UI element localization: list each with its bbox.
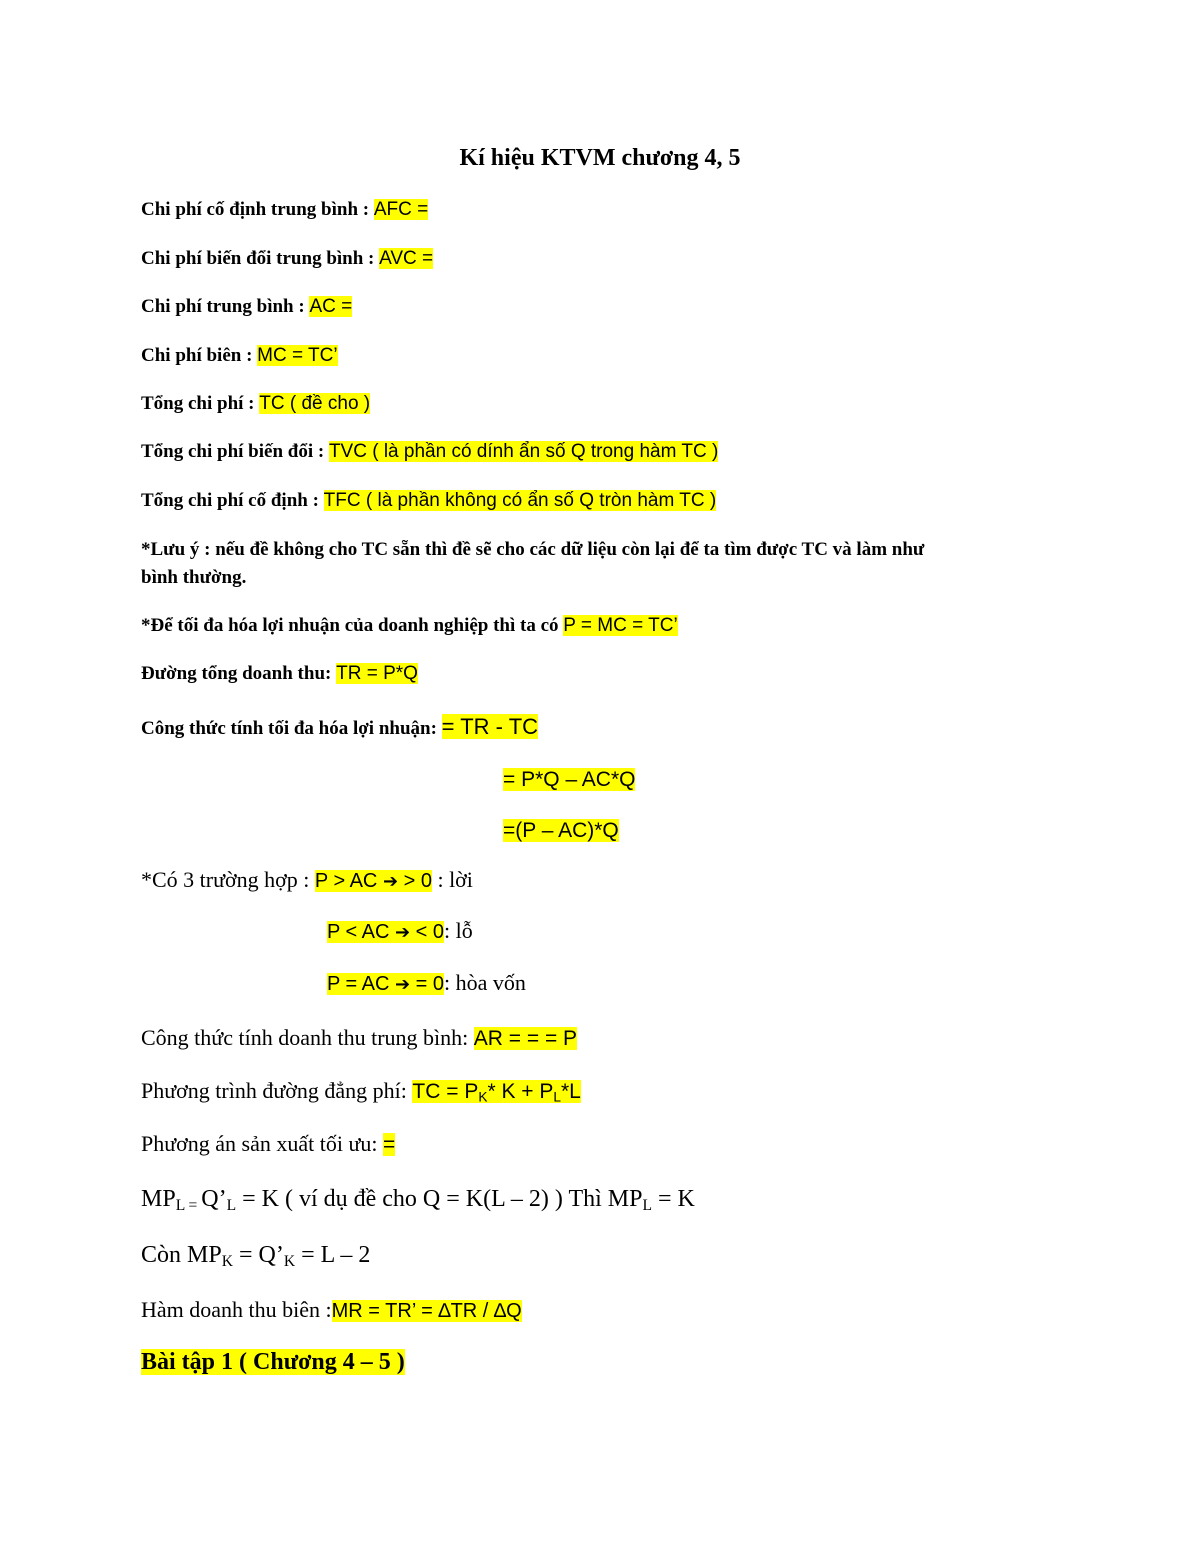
def-afc	[141, 199, 428, 221]
mr-formula: MR = TR’ = ∆TR / ∆Q	[331, 1300, 522, 1322]
mpl-d: = K	[651, 1186, 695, 1212]
case-text: : lỗ	[444, 918, 473, 943]
profit-f1: = TR - TC	[441, 714, 539, 739]
max-profit-formula: P = MC = TC’	[563, 615, 678, 636]
mpk-sub1: K	[221, 1252, 233, 1270]
right-arrow-icon: ➔	[382, 871, 399, 892]
def-tvc	[141, 441, 718, 463]
mpk-line	[141, 1242, 370, 1270]
def-formula: TFC ( là phần không có ẩn số Q tròn hàm TC )	[323, 490, 717, 511]
tr-label: Đường tổng doanh thu:	[141, 663, 337, 684]
def-tfc	[141, 490, 716, 512]
iso-formula	[412, 1080, 580, 1103]
case-row-1	[141, 867, 473, 893]
iso-label: Phương trình đường đẳng phí:	[141, 1078, 413, 1103]
note-line-2: bình thường.	[141, 567, 247, 588]
right-arrow-icon: ➔	[395, 922, 411, 943]
profit-f2: = P*Q – AC*Q	[503, 768, 636, 791]
def-label: Tổng chi phí :	[141, 393, 260, 414]
case-cond	[315, 870, 432, 892]
profit-label: Công thức tính tối đa hóa lợi nhuận:	[141, 718, 442, 739]
iso-k-sub: K	[478, 1089, 488, 1105]
optimal-production	[141, 1131, 395, 1157]
iso-l-sub: L	[553, 1089, 561, 1105]
mpl-sub2: L	[226, 1196, 237, 1214]
def-label: Chi phí trung bình :	[141, 296, 310, 317]
average-revenue	[141, 1025, 577, 1051]
opt-label: Phương án sản xuất tối ưu:	[141, 1131, 384, 1156]
def-formula: TC ( đề cho )	[259, 393, 371, 414]
max-profit-label: *Để tối đa hóa lợi nhuận của doanh nghiệp thì ta có	[141, 615, 564, 636]
case-res: < 0	[410, 921, 445, 943]
def-label: Tổng chi phí biến đổi :	[141, 441, 329, 462]
def-mc	[141, 345, 338, 367]
iso-tc: TC = P	[412, 1080, 479, 1103]
total-revenue	[141, 663, 418, 685]
def-avc	[141, 248, 433, 270]
mpk-c: = L – 2	[295, 1242, 371, 1268]
cases-label: *Có 3 trường hợp :	[141, 867, 315, 892]
mpl-b: Q’	[201, 1186, 227, 1212]
case-res: = 0	[410, 973, 445, 995]
mpl-line	[141, 1186, 695, 1214]
exercise-heading	[141, 1349, 405, 1377]
mpk-a: Còn MP	[141, 1242, 222, 1268]
def-tc	[141, 393, 370, 415]
page-title: Kí hiệu KTVM chương 4, 5	[459, 145, 741, 171]
note-line-1: *Lưu ý : nếu đề không cho TC sẵn thì đề sẽ cho các dữ liệu còn lại để ta tìm được TC và làm như	[141, 539, 925, 560]
case-cond	[327, 973, 444, 995]
case-text: : hòa vốn	[444, 970, 526, 995]
def-label: Chi phí cố định trung bình :	[141, 199, 374, 220]
def-formula: AFC =	[373, 199, 429, 220]
case-row-3	[327, 970, 526, 996]
tr-formula: TR = P*Q	[336, 663, 418, 684]
opt-formula: =	[383, 1133, 396, 1156]
case-cond-text: P > AC	[314, 870, 383, 892]
def-label: Chi phí biên :	[141, 345, 258, 366]
mpl-sub3: L	[642, 1196, 652, 1214]
max-profit-condition	[141, 615, 678, 637]
mpl-sub1: L =	[175, 1196, 202, 1214]
def-formula: MC = TC’	[257, 345, 338, 366]
iso-end: *L	[560, 1080, 581, 1103]
case-res: > 0	[398, 870, 432, 892]
mr-label: Hàm doanh thu biên :	[141, 1297, 332, 1322]
case-row-2	[327, 918, 473, 944]
def-label: Chi phí biến đổi trung bình :	[141, 248, 380, 269]
profit-f3: =(P – AC)*Q	[503, 819, 619, 842]
right-arrow-icon: ➔	[395, 974, 411, 995]
mpk-sub2: K	[283, 1252, 296, 1270]
ar-label: Công thức tính doanh thu trung bình:	[141, 1025, 474, 1050]
profit-formula	[141, 714, 538, 740]
isocost-equation	[141, 1078, 581, 1104]
case-cond-text: P = AC	[327, 973, 396, 995]
profit-f2-line	[503, 766, 635, 792]
iso-mid: * K + P	[487, 1080, 554, 1103]
case-cond	[327, 921, 444, 943]
profit-f3-line	[503, 817, 619, 843]
def-formula: AC =	[309, 296, 353, 317]
ar-formula: AR = = = P	[473, 1027, 578, 1050]
def-ac	[141, 296, 352, 318]
exercise-title: Bài tập 1 ( Chương 4 – 5 )	[141, 1349, 405, 1375]
def-formula: AVC =	[379, 248, 434, 269]
case-text: : lời	[431, 867, 473, 892]
mpl-c: = K ( ví dụ đề cho Q = K(L – 2) ) Thì MP	[236, 1186, 643, 1212]
def-label: Tổng chi phí cố định :	[141, 490, 324, 511]
mpk-b: = Q’	[232, 1242, 284, 1268]
marginal-revenue	[141, 1297, 522, 1323]
case-cond-text: P < AC	[327, 921, 396, 943]
def-formula: TVC ( là phần có dính ẩn số Q trong hàm TC )	[328, 441, 719, 462]
mpl-a: MP	[141, 1186, 176, 1212]
